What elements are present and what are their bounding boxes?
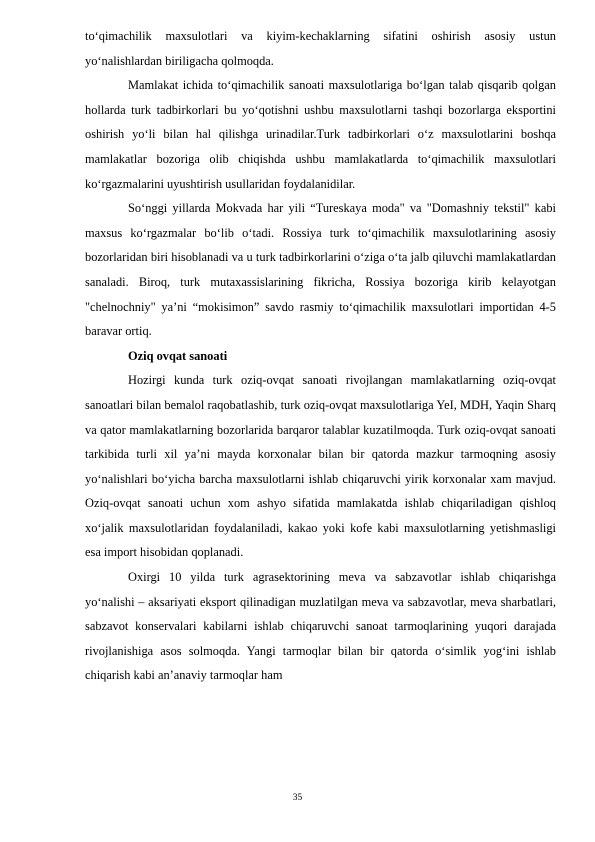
section-heading-food-industry: Oziq ovqat sanoati	[128, 348, 228, 363]
paragraph-agrosector: Oxirgi 10 yilda turk agrasektorining meva va sabzavotlar ishlab chiqarishga yo‘nalishi – aksariyati eksport qilinadigan muzlatilgan meva va sabzavotlar, meva sharbatlari, sabzavot konservalari kabilarni ishlab chiqaruvchi sanoat tarmoqlarining yuqori darajada rivojlanishiga asos solmoqda. Yangi tarmoqlar bilan bir qatorda o‘simlik yog‘ini ishlab chiqarish kabi an’anaviy tarmoqlar ham	[85, 570, 556, 683]
paragraph-continuation: to‘qimachilik maxsulotlari va kiyim-kechaklarning sifatini oshirish asosiy ustun yo‘nalishlardan biriligacha qolmoqda.	[85, 29, 556, 68]
paragraph-domestic-demand: Mamlakat ichida to‘qimachilik sanoati maxsulotlariga bo‘lgan talab qisqarib qolgan hollarda turk tadbirkorlari bu yo‘qotishni ushbu maxsulotlarni tashqi bozorlarga eksportini oshirish yo‘li bilan hal qilishga urinadilar.Turk tadbirkorlari o‘z maxsulotlarini boshqa mamlakatlar bozoriga olib chiqishda ushbu mamlakatlarda to‘qimachilik maxsulotlari ko‘rgazmalarini uyushtirish usullaridan foydalanidilar.	[85, 78, 556, 191]
document-page	[85, 24, 556, 688]
page-number: 35	[292, 793, 303, 803]
paragraph-food-industry-today: Hozirgi kunda turk oziq-ovqat sanoati rivojlangan mamlakatlarning oziq-ovqat sanoatlari bilan bemalol raqobatlashib, turk oziq-ovqat maxsulotlariga YeI, MDH, Yaqin Sharq va qator mamlakatlarning bozorlarida barqaror talablar kuzatilmoqda. Turk oziq-ovqat sanoati tarkibida turli xil ya’ni mayda korxonalar bilan bir qatorda mazkur tarmoqning asosiy yo‘nalishlari bo‘yicha barcha maxsulotlarni ishlab chiqaruvchi yirik korxonalar xam mavjud. Oziq-ovqat sanoati uchun xom ashyo sifatida mamlakatda ishlab chiqariladigan qishloq xo‘jalik maxsulotlaridan foydalaniladi, kakao yoki kofe kabi maxsulotlarning yetishmasligi esa import hisobidan qoplanadi.	[85, 373, 556, 560]
paragraph-moscow-exhibitions: So‘nggi yillarda Mokvada har yili “Tureskaya moda" va "Domashniy tekstil" kabi maxsus ko‘rgazmalar bo‘lib o‘tadi. Rossiya turk to‘qimachilik maxsulotlarining asosiy bozorlaridan biri hisoblanadi va u turk tadbirkorlarini o‘ziga o‘ta jalb qiluvchi mamlakatlardan sanaladi. Biroq, turk mutaxassislarining fikricha, Rossiya bozoriga kirib kelayotgan "chelnochniy" ya’ni “mokisimon” savdo rasmiy to‘qimachilik maxsulotlari importidan 4-5 baravar ortiq.	[85, 201, 556, 339]
